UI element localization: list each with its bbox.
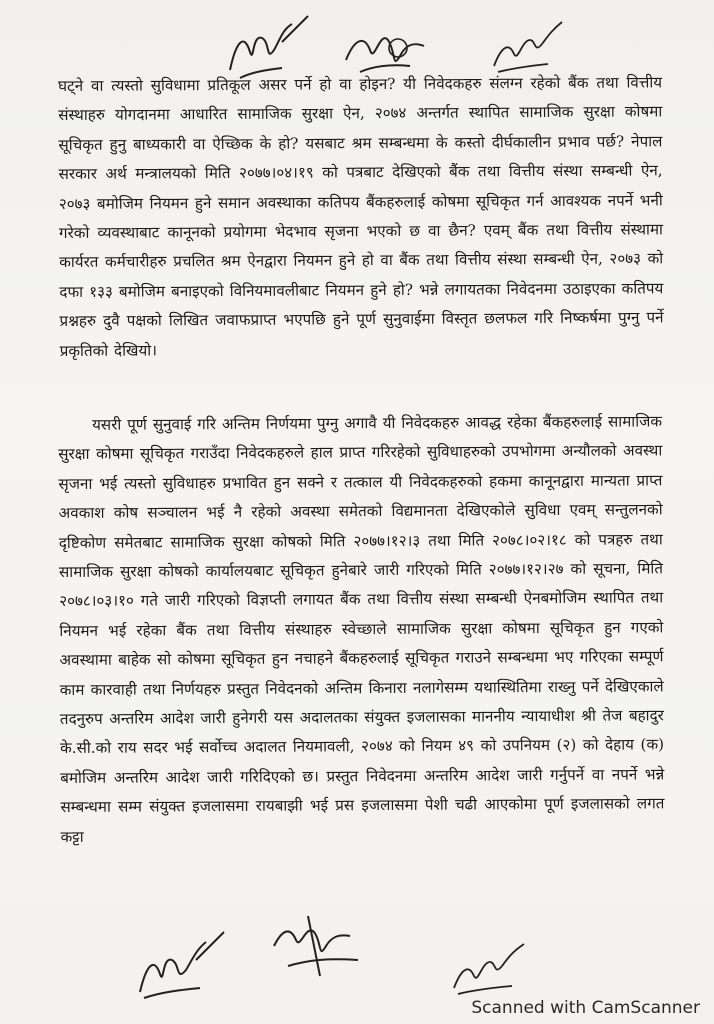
signature-bottom-center xyxy=(268,906,378,986)
signature-bottom-left xyxy=(130,922,230,1002)
scanner-watermark: Scanned with CamScanner xyxy=(471,998,700,1018)
signature-bottom-right xyxy=(446,930,536,996)
signature-top-right xyxy=(488,10,568,74)
body-paragraph-2: यसरी पूर्ण सुनुवाई गरि अन्तिम निर्णयमा पुग्नु अगावै यी निवेदकहरु आवद्ध रहेका बैंकहरुलाई सामाजिक सुरक्षा कोषमा सूचिकृत गराउँदा निवेदकहरुले हाल प्राप्त गरिरहेको सुविधाहरुको उपभोगमा अन्यौलको अवस्था सृजना भई त्यस्तो सुविधाहरु प्रभावित हुन सक्ने र तत्काल यी निवेदकहरुको हकमा कानूनद्वारा मान्यता प्राप्त अवकाश कोष सञ्चालन भई नै रहेको अवस्था समेतको विद्यमानता देखिएकोले सुविधा एवम् सन्तुलनको दृष्टिकोण समेतबाट सामाजिक सुरक्षा कोषको मिति २०७७।१२।३ तथा मिति २०७८।०२।१८ को पत्रहरु तथा सामाजिक सुरक्षा कोषको कार्यालयबाट सूचिकृत हुनेबारे जारी गरिएको मिति २०७७।१२।२७ को सूचना, मिति २०७८।०३।१० गते जारी गरिएको विज्ञप्ती लगायत बैंक तथा वित्तीय संस्था सम्बन्धी ऐनबमोजिम स्थापित तथा नियमन भई रहेका बैंक तथा वित्तीय संस्थाहरु स्वेच्छाले सामाजिक सुरक्षा कोषमा सूचिकृत हुन गएको अवस्थामा बाहेक सो कोषमा सूचिकृत हुन नचाहने बैंकहरुलाई सूचिकृत गराउने सम्बन्धमा भए गरिएका सम्पूर्ण काम कारवाही तथा निर्णयहरु प्रस्तुत निवेदनको अन्तिम किनारा नलागेसम्म यथास्थितिमा राख्नु पर्ने देखिएकाले तदनुरुप अन्तरिम आदेश जारी हुनेगरी यस अदालतका संयुक्त इजलासका माननीय न्यायाधीश श्री तेज बहादुर के.सी.को राय सदर भई सर्वोच्च अदालत नियमावली, २०७४ को नियम ४९ को उपनियम (२) को देहाय (क) बमोजिम अन्तरिम आदेश जारी गरिदिएको छ। प्रस्तुत निवेदनमा अन्तरिम आदेश जारी गर्नुपर्ने वा नपर्ने भन्ने सम्बन्धमा सम्म संयुक्त इजलासमा रायबाझी भई प्रस इजलासमा पेशी चढी आएकोमा पूर्ण इजलासको लगत कट्टा xyxy=(58,412,665,846)
body-paragraph-1: घट्ने वा त्यस्तो सुविधामा प्रतिकूल असर पर्ने हो वा होइन? यी निवेदकहरु संलग्न रहेको बैंक तथा वित्तीय संस्थाहरु योगदानमा आधारित सामाजिक सुरक्षा ऐन, २०७४ अन्तर्गत स्थापित सामाजिक सुरक्षा कोषमा सूचिकृत हुनु बाध्यकारी वा ऐच्छिक के हो? यसबाट श्रम सम्बन्धमा के कस्तो दीर्घकालीन प्रभाव पर्छ? नेपाल सरकार अर्थ मन्त्रालयको मिति २०७७।०४।१९ को पत्रबाट देखिएको बैंक तथा वित्तीय संस्था सम्बन्धी ऐन, २०७३ बमोजिम नियमन हुने समान अवस्थाका कतिपय बैंकहरुलाई कोषमा सूचिकृत गर्न आवश्यक नपर्ने भनी गरेको व्यवस्थाबाट कानूनको प्रयोगमा भेदभाव सृजना भएको छ वा छैन? एवम् बैंक तथा वित्तीय संस्थामा कार्यरत कर्मचारीहरु प्रचलित श्रम ऐनद्वारा नियमन हुने हो वा बैंक तथा वित्तीय संस्था सम्बन्धी ऐन, २०७३ को दफा १३३ बमोजिम बनाइएको विनियमावलीबाट नियमन हुने हो? भन्ने लगायतका निवेदनमा उठाइएका कतिपय प्रश्नहरु दुवै पक्षको लिखित जवाफप्राप्त भएपछि हुने पूर्ण सुनुवाईमा विस्तृत छलफल गरि निष्कर्षमा पुग्नु पर्ने प्रकृतिको देखियो। xyxy=(58,73,664,360)
